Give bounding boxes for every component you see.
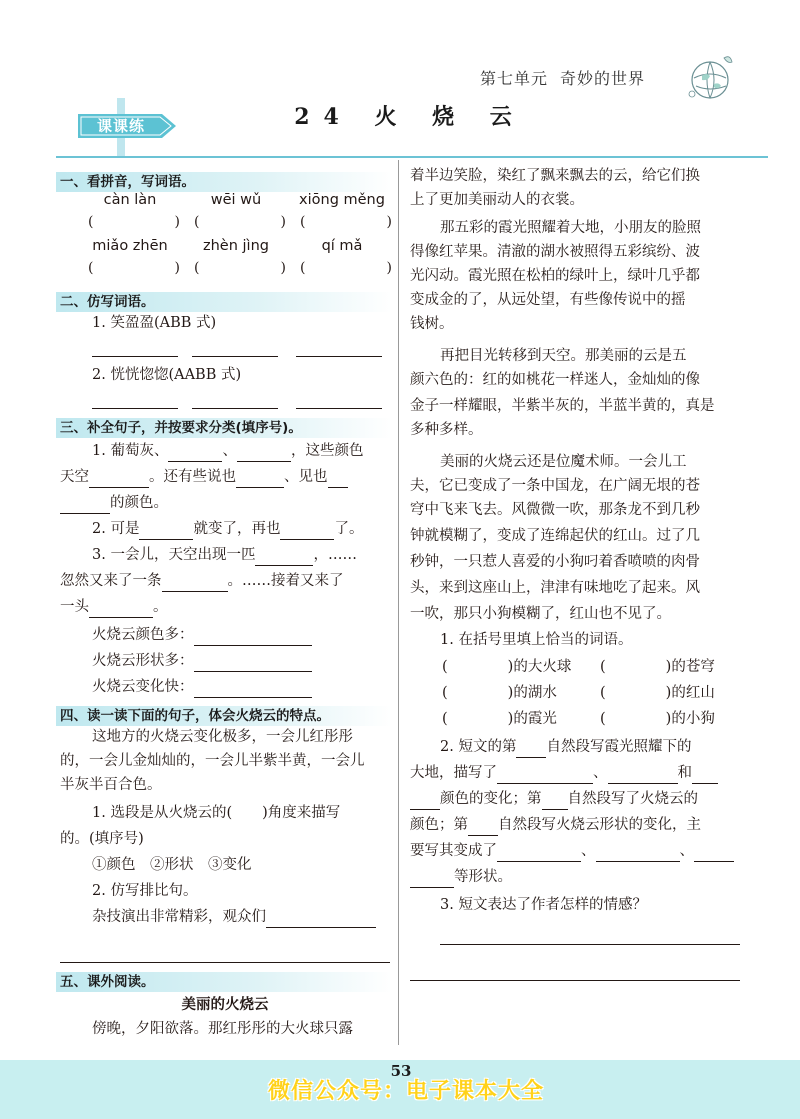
answer-line[interactable] xyxy=(192,408,278,409)
article-line: 上了更加美丽动人的衣裳。 xyxy=(410,192,584,208)
article-line: 一吹，那只小狗模糊了，红山也不见了。 xyxy=(410,606,671,622)
blank[interactable] xyxy=(162,576,228,592)
article-line: 头，来到这座山上，津津有味地吃了起来。风 xyxy=(410,580,700,596)
section2-q1: 1. 笑盈盈(ABB 式) xyxy=(92,315,217,331)
answer-line[interactable] xyxy=(92,408,178,409)
section4-q2-prompt: 杂技演出非常精彩，观众们 xyxy=(92,906,376,928)
unit-number: 第七单元 xyxy=(480,69,549,88)
article-line: 变成金的了，从远处望，有些像传说中的摇 xyxy=(410,292,686,308)
fill-item: ( )的霞光 xyxy=(442,711,557,727)
article-line: 再把目光转移到天空。那美丽的云是五 xyxy=(440,348,687,364)
article-first-line: 傍晚，夕阳欲落。那红彤彤的大火球只露 xyxy=(92,1021,353,1037)
article-line: 着半边笑脸，染红了飘来飘去的云，给它们换 xyxy=(410,168,700,184)
blank[interactable] xyxy=(237,446,291,462)
section2-title: 二、仿写词语。 xyxy=(56,292,392,312)
blank[interactable] xyxy=(255,550,313,566)
blank[interactable] xyxy=(89,472,149,488)
section3-line4: 2. 可是 就变了，再也 了。 xyxy=(92,518,363,540)
section4-q1-cont: 的。(填序号) xyxy=(60,831,144,847)
blank[interactable] xyxy=(89,602,153,618)
section3-line7: 一头 。 xyxy=(60,596,168,618)
fill-item: ( )的苍穹 xyxy=(600,659,715,675)
right-q2-line3: 颜色的变化；第 自然段写了火烧云的 xyxy=(410,788,698,810)
section3-line5: 3. 一会儿，天空出现一匹 ，…… xyxy=(92,544,357,566)
article-line: 金子一样耀眼，半紫半灰的，半蓝半黄的，真是 xyxy=(410,398,715,414)
section3-line6: 忽然又来了一条 。……接着又来了 xyxy=(60,570,344,592)
right-q1: 1. 在括号里填上恰当的词语。 xyxy=(440,632,633,648)
blank[interactable] xyxy=(694,846,734,862)
pinyin-3: xiōng měng xyxy=(299,192,385,208)
article-line: 颜六色的：红的如桃花一样迷人，金灿灿的像 xyxy=(410,372,700,388)
blank[interactable] xyxy=(542,794,568,810)
article-line: 秒钟，一只惹人喜爱的小狗叼着香喷喷的肉骨 xyxy=(410,554,700,570)
classify-color: 火烧云颜色多： xyxy=(92,624,312,646)
answer-line[interactable] xyxy=(192,356,278,357)
fill-item: ( )的小狗 xyxy=(600,711,715,727)
blank[interactable] xyxy=(497,768,593,784)
tag-label: 课课练 xyxy=(96,117,145,135)
section4-q1: 1. 选段是从火烧云的( )角度来描写 xyxy=(92,805,341,821)
article-line: 美丽的火烧云还是位魔术师。一会儿工 xyxy=(440,454,687,470)
fill-item: ( )的大火球 xyxy=(442,659,572,675)
blank[interactable] xyxy=(596,846,680,862)
article-line: 夫，它已变成了一条中国龙，在广阔无垠的苍 xyxy=(410,478,700,494)
answer-box-2[interactable]: ( ) xyxy=(194,214,286,230)
right-q2-line1: 2. 短文的第 自然段写霞光照耀下的 xyxy=(440,736,691,758)
blank[interactable] xyxy=(194,682,312,698)
unit-label xyxy=(480,66,645,89)
section3-line3: 的颜色。 xyxy=(60,492,168,514)
blank[interactable] xyxy=(692,768,718,784)
passage-line: 这地方的火烧云变化极多，一会儿红彤彤 xyxy=(92,729,353,745)
blank[interactable] xyxy=(236,472,284,488)
blank[interactable] xyxy=(266,912,376,928)
article-line: 光闪动。霞光照在松柏的绿叶上，绿叶几乎都 xyxy=(410,268,700,284)
article-line: 得像红苹果。清澈的湖水被照得五彩缤纷、波 xyxy=(410,244,700,260)
section1-title: 一、看拼音，写词语。 xyxy=(56,172,392,192)
answer-line[interactable] xyxy=(296,356,382,357)
answer-line[interactable] xyxy=(60,962,390,963)
blank[interactable] xyxy=(328,472,348,488)
blank[interactable] xyxy=(410,872,454,888)
pinyin-4: miǎo zhēn xyxy=(92,238,168,254)
blank[interactable] xyxy=(194,656,312,672)
article-line: 多种多样。 xyxy=(410,422,483,438)
blank[interactable] xyxy=(497,846,581,862)
header-rule xyxy=(56,156,768,158)
article-title: 美丽的火烧云 xyxy=(181,996,269,1013)
fill-item: ( )的湖水 xyxy=(442,685,557,701)
section2-q2: 2. 恍恍惚惚(AABB 式) xyxy=(92,367,242,383)
pinyin-2: wēi wǔ xyxy=(210,192,262,208)
section4-q2: 2. 仿写排比句。 xyxy=(92,883,198,899)
lesson-title: 24 火 烧 云 xyxy=(294,104,526,130)
blank[interactable] xyxy=(194,630,312,646)
section3-title: 三、补全句子，并按要求分类(填序号)。 xyxy=(56,418,392,438)
blank[interactable] xyxy=(280,524,334,540)
right-q2-line6: 等形状。 xyxy=(410,866,512,888)
blank[interactable] xyxy=(139,524,193,540)
globe-ornament-icon xyxy=(680,48,738,106)
blank[interactable] xyxy=(516,742,546,758)
page-number: 53 xyxy=(390,1062,412,1080)
right-q2-line5: 要写其变成了 、 、 xyxy=(410,840,734,862)
answer-box-4[interactable]: ( ) xyxy=(88,260,180,276)
watermark: 微信公众号：电子课本大全 xyxy=(268,1079,545,1104)
passage-line: 半灰半百合色。 xyxy=(60,777,162,793)
classify-change: 火烧云变化快： xyxy=(92,676,312,698)
section5-title: 五、课外阅读。 xyxy=(56,972,392,992)
passage-line: 的，一会儿金灿灿的，一会儿半紫半黄，一会儿 xyxy=(60,753,365,769)
article-line: 穹中飞来飞去。风微微一吹，那条龙不到几秒 xyxy=(410,502,700,518)
article-line: 钟就模糊了，变成了连绵起伏的红山。过了几 xyxy=(410,528,700,544)
answer-box-3[interactable]: ( ) xyxy=(300,214,392,230)
answer-box-5[interactable]: ( ) xyxy=(194,260,286,276)
unit-title: 奇妙的世界 xyxy=(560,69,646,88)
section4-options: ①颜色 ②形状 ③变化 xyxy=(92,857,252,873)
answer-line[interactable] xyxy=(440,944,740,945)
pinyin-6: qí mǎ xyxy=(321,238,363,254)
pinyin-1: càn làn xyxy=(103,192,157,208)
answer-line[interactable] xyxy=(296,408,382,409)
right-q3: 3. 短文表达了作者怎样的情感？ xyxy=(440,897,647,913)
section3-line2: 天空 。还有些说也 、见也 xyxy=(60,466,348,488)
article-line: 那五彩的霞光照耀着大地，小朋友的脸照 xyxy=(440,220,701,236)
right-q2-line2: 大地，描写了 、 和 xyxy=(410,762,718,784)
blank[interactable] xyxy=(608,768,678,784)
article-line: 钱树。 xyxy=(410,316,454,332)
answer-box-1[interactable]: ( ) xyxy=(88,214,180,230)
classify-shape: 火烧云形状多： xyxy=(92,650,312,672)
answer-line[interactable] xyxy=(410,980,740,981)
section3-line1: 1. 葡萄灰、 、 ，这些颜色 xyxy=(92,440,363,462)
column-divider xyxy=(398,160,399,1045)
blank[interactable] xyxy=(410,794,440,810)
blank[interactable] xyxy=(168,446,222,462)
fill-item: ( )的红山 xyxy=(600,685,715,701)
answer-box-6[interactable]: ( ) xyxy=(300,260,392,276)
right-q2-line4: 颜色；第 自然段写火烧云形状的变化，主 xyxy=(410,814,701,836)
blank[interactable] xyxy=(60,498,110,514)
pinyin-5: zhèn jìng xyxy=(203,238,269,254)
blank[interactable] xyxy=(468,820,498,836)
answer-line[interactable] xyxy=(92,356,178,357)
section4-title: 四、读一读下面的句子，体会火烧云的特点。 xyxy=(56,706,392,726)
